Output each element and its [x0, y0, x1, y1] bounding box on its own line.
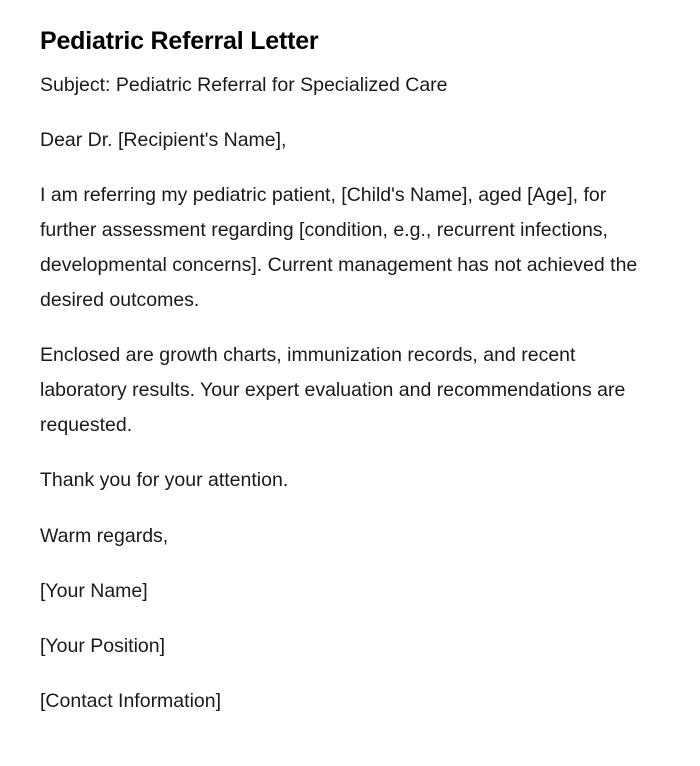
sender-contact: [Contact Information] — [40, 690, 222, 712]
letter-body-paragraph-2: Enclosed are growth charts, immunization records, and recent laboratory results. Your expert evaluation and recommendations are requested. — [40, 344, 626, 436]
sender-position: [Your Position] — [40, 635, 166, 657]
letter-closing: Warm regards, — [40, 525, 169, 547]
letter-title: Pediatric Referral Letter — [40, 27, 319, 55]
letter-subject: Subject: Pediatric Referral for Specialized Care — [40, 74, 448, 96]
letter-body-paragraph-1: I am referring my pediatric patient, [Child's Name], aged [Age], for further assessment regarding [condition, e.g., recurrent infections, developmental concerns]. Current management has not achieved the desired outcomes. — [40, 184, 638, 311]
sender-name: [Your Name] — [40, 580, 148, 602]
letter-thanks: Thank you for your attention. — [40, 469, 289, 491]
letter-salutation: Dear Dr. [Recipient's Name], — [40, 129, 287, 151]
